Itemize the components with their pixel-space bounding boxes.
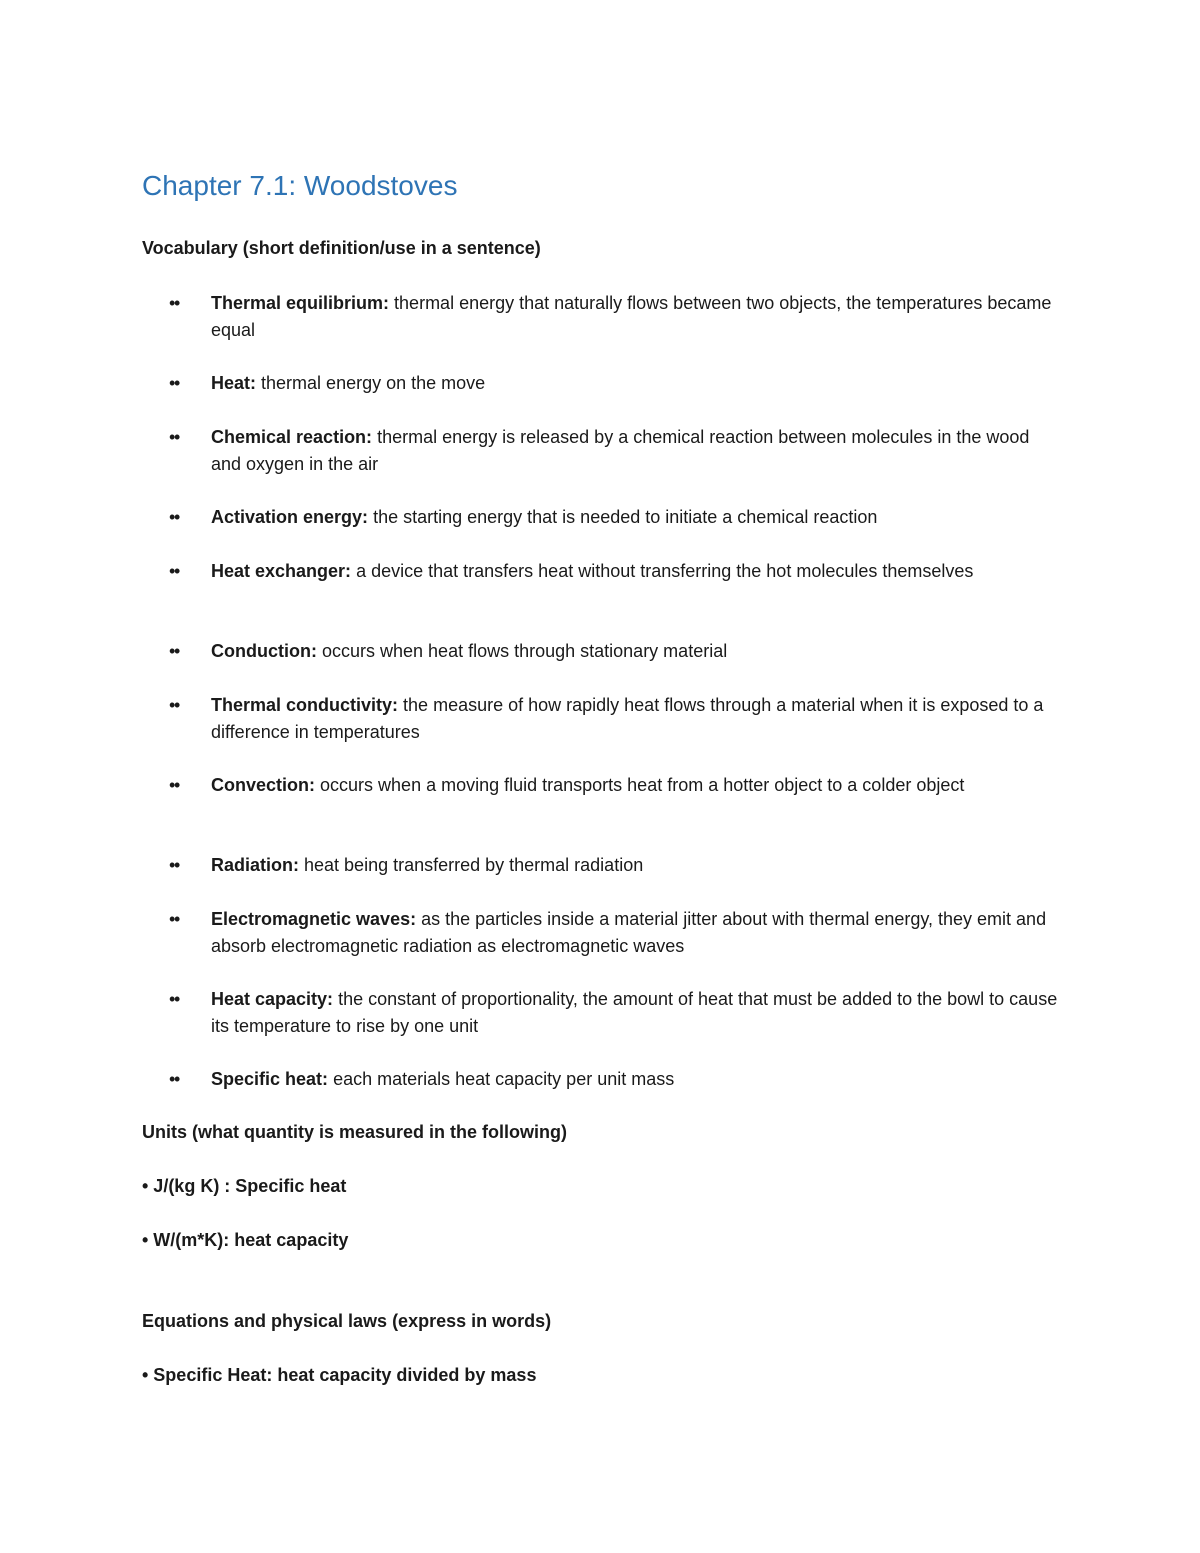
vocab-definition: the starting energy that is needed to initiate a chemical reaction bbox=[373, 507, 878, 527]
vocab-term: Radiation: bbox=[211, 855, 299, 875]
vocab-entry bbox=[169, 424, 1061, 477]
vocab-entry bbox=[169, 558, 1061, 585]
page-title: Chapter 7.1: Woodstoves bbox=[142, 170, 458, 201]
bullet-icon: • bbox=[169, 775, 176, 795]
bullet-icon: • bbox=[169, 427, 176, 447]
vocab-entry bbox=[169, 638, 1061, 665]
vocab-definition: thermal energy is released by a chemical reaction between molecules in the wood and oxygen in the air bbox=[211, 427, 1030, 474]
vocab-term: Heat: bbox=[211, 373, 257, 393]
bullet-icon: • bbox=[174, 909, 181, 929]
vocab-definition: occurs when heat flows through stationary material bbox=[322, 641, 728, 661]
equations-heading: Equations and physical laws (express in words) bbox=[142, 1311, 552, 1331]
bullet-icon: • bbox=[174, 373, 181, 393]
vocab-term: Convection: bbox=[211, 775, 316, 795]
vocab-term: Activation energy: bbox=[211, 507, 369, 527]
bullet-icon: • bbox=[169, 909, 176, 929]
bullet-icon: • bbox=[174, 695, 181, 715]
vocab-term: Conduction: bbox=[211, 641, 317, 661]
vocab-entry bbox=[169, 772, 1061, 799]
vocab-entry bbox=[169, 1066, 1061, 1093]
bullet-icon: • bbox=[169, 507, 176, 527]
bullet-icon: • bbox=[169, 989, 176, 1009]
vocab-entry bbox=[169, 290, 1061, 343]
bullet-icon: • bbox=[174, 427, 181, 447]
bullet-icon: • bbox=[174, 855, 181, 875]
vocab-definition: heat being transferred by thermal radiation bbox=[304, 855, 644, 875]
bullet-icon: • bbox=[169, 1069, 176, 1089]
bullet-icon: • bbox=[169, 293, 176, 313]
vocab-definition: thermal energy on the move bbox=[261, 373, 486, 393]
bullet-icon: • bbox=[169, 561, 176, 581]
vocab-definition: the constant of proportionality, the amount of heat that must be added to the bowl to cause its temperature to rise by one unit bbox=[211, 989, 1058, 1036]
vocab-entry bbox=[169, 370, 1061, 397]
bullet-icon: • bbox=[174, 1069, 181, 1089]
vocab-term: Chemical reaction: bbox=[211, 427, 373, 447]
vocab-heading: Vocabulary (short definition/use in a sentence) bbox=[142, 238, 541, 258]
vocab-term: Heat exchanger: bbox=[211, 561, 352, 581]
bullet-icon: • bbox=[174, 293, 181, 313]
vocab-entry bbox=[169, 692, 1061, 745]
vocab-entry bbox=[169, 986, 1061, 1039]
vocab-definition: each materials heat capacity per unit mass bbox=[333, 1069, 675, 1089]
unit-item: • W/(m*K): heat capacity bbox=[142, 1230, 349, 1250]
bullet-icon: • bbox=[174, 775, 181, 795]
bullet-icon: • bbox=[174, 561, 181, 581]
bullet-icon: • bbox=[174, 989, 181, 1009]
vocab-term: Heat capacity: bbox=[211, 989, 334, 1009]
vocab-definition: occurs when a moving fluid transports heat from a hotter object to a colder object bbox=[320, 775, 965, 795]
equation-item: • Specific Heat: heat capacity divided by mass bbox=[142, 1365, 537, 1385]
vocab-term: Specific heat: bbox=[211, 1069, 329, 1089]
vocab-term: Electromagnetic waves: bbox=[211, 909, 417, 929]
bullet-icon: • bbox=[169, 855, 176, 875]
bullet-icon: • bbox=[174, 641, 181, 661]
vocab-definition: as the particles inside a material jitter about with thermal energy, they emit and absorb electromagnetic radiation as electromagnetic waves bbox=[211, 909, 1047, 956]
bullet-icon: • bbox=[169, 695, 176, 715]
bullet-icon: • bbox=[169, 373, 176, 393]
bullet-icon: • bbox=[169, 641, 176, 661]
vocab-definition: the measure of how rapidly heat flows through a material when it is exposed to a difference in temperatures bbox=[211, 695, 1044, 742]
vocab-definition: thermal energy that naturally flows between two objects, the temperatures became equal bbox=[211, 293, 1052, 340]
vocab-entry bbox=[169, 906, 1061, 959]
units-heading: Units (what quantity is measured in the following) bbox=[142, 1122, 568, 1142]
unit-item: • J/(kg K) : Specific heat bbox=[142, 1176, 347, 1196]
vocab-entry bbox=[169, 852, 1061, 879]
vocab-definition: a device that transfers heat without transferring the hot molecules themselves bbox=[356, 561, 974, 581]
vocab-term: Thermal conductivity: bbox=[211, 695, 399, 715]
vocab-entry bbox=[169, 504, 1061, 531]
vocab-term: Thermal equilibrium: bbox=[211, 293, 390, 313]
bullet-icon: • bbox=[174, 507, 181, 527]
